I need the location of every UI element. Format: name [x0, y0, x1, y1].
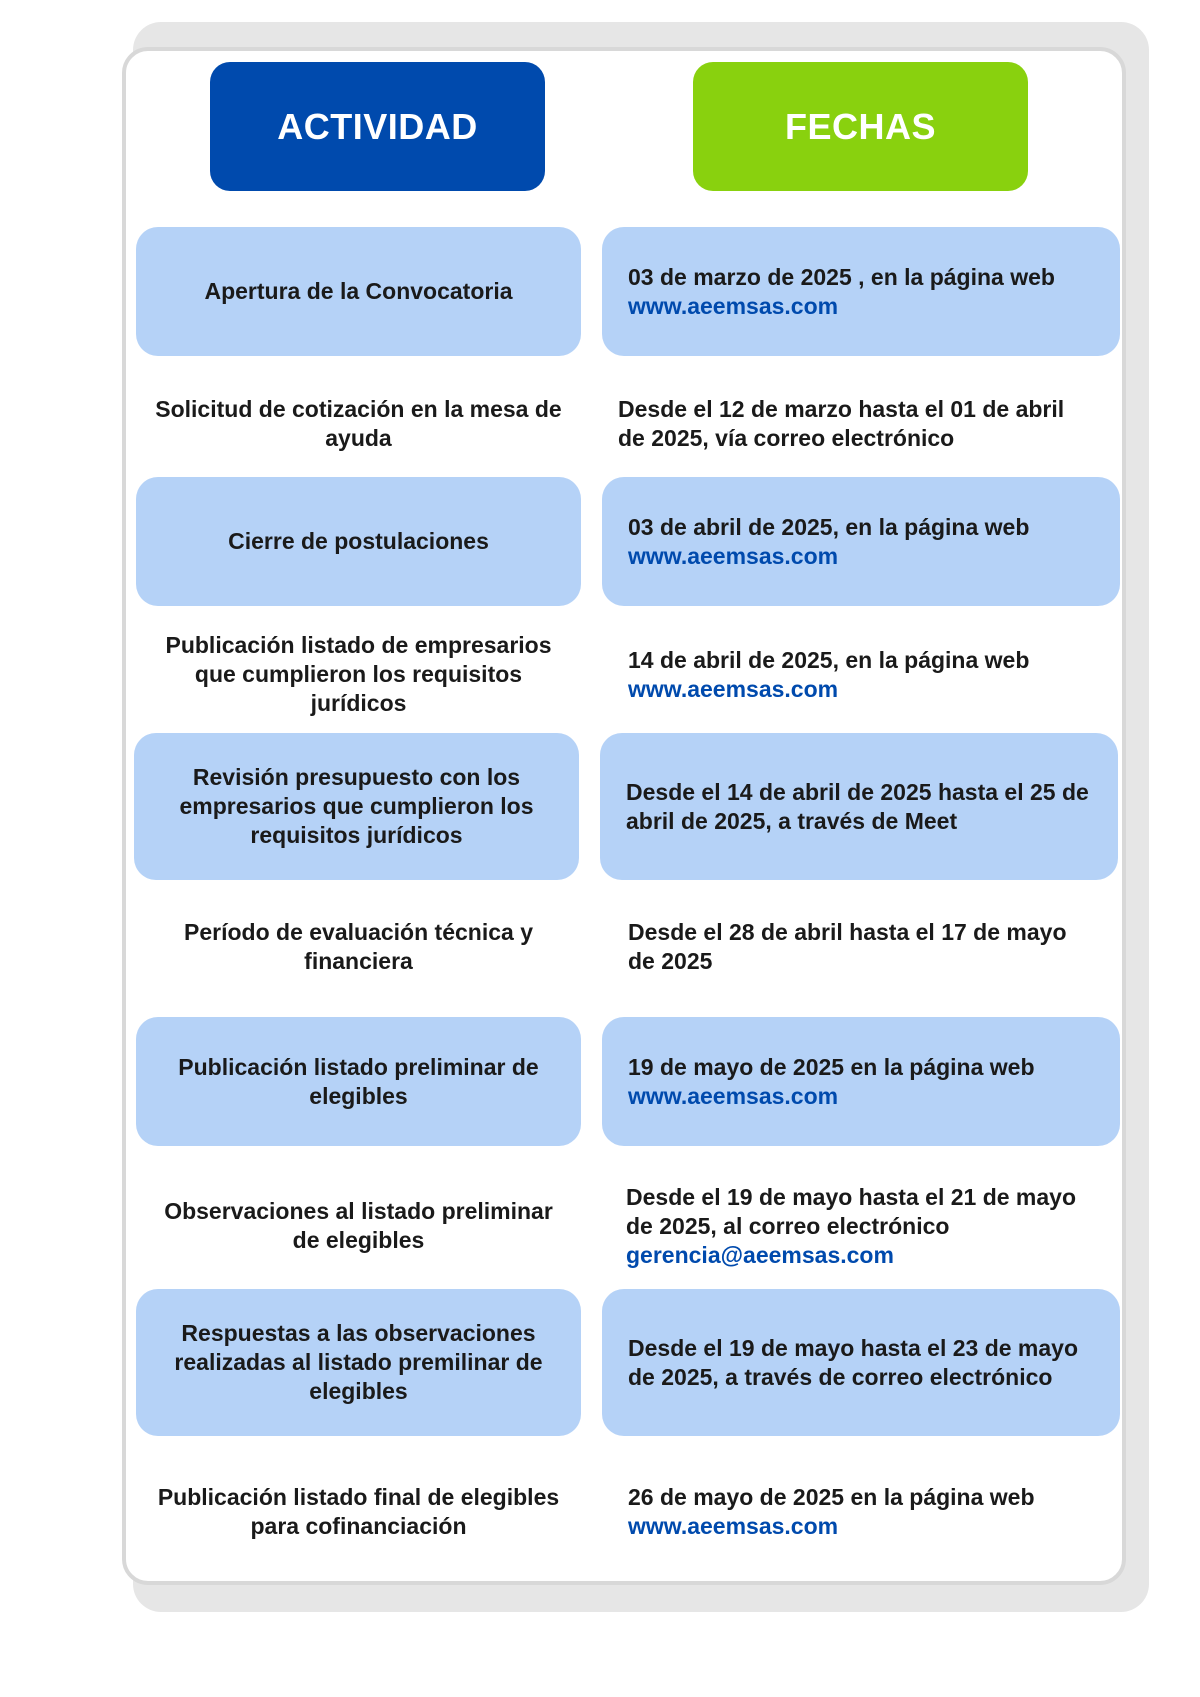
activity-cell — [136, 1172, 581, 1280]
schedule-row — [0, 477, 1200, 606]
activity-cell — [136, 1289, 581, 1436]
website-link[interactable]: www.aeemsas.com — [628, 675, 839, 702]
schedule-row — [0, 1289, 1200, 1436]
dates-column-header — [693, 62, 1028, 191]
activity-cell — [136, 1460, 581, 1564]
schedule-row — [0, 895, 1200, 998]
date-text: 26 de mayo de 2025 en la página web — [628, 1484, 1035, 1510]
activity-text: Publicación listado final de elegibles para cofinanciación — [157, 1484, 560, 1539]
website-link[interactable]: www.aeemsas.com — [628, 542, 839, 569]
activity-text: Revisión presupuesto con los empresarios que cumplieron los requisitos jurídicos — [179, 764, 534, 848]
website-link[interactable]: www.aeemsas.com — [628, 292, 839, 319]
activity-text: Solicitud de cotización en la mesa de ayuda — [155, 396, 562, 451]
activity-cell — [136, 477, 581, 606]
schedule-row — [0, 1017, 1200, 1146]
activity-cell — [136, 227, 581, 356]
date-cell — [602, 227, 1120, 356]
website-link[interactable]: www.aeemsas.com — [628, 1513, 839, 1539]
schedule-row — [0, 1172, 1200, 1280]
date-cell — [602, 477, 1120, 606]
activity-text: Respuestas a las observaciones realizadas al listado premilinar de elegibles — [174, 1320, 543, 1404]
activity-cell — [136, 1017, 581, 1146]
date-text: Desde el 28 de abril hasta el 17 de mayo de 2025 — [628, 918, 1067, 974]
schedule-row — [0, 370, 1200, 478]
date-text: 14 de abril de 2025, en la página web — [628, 646, 1030, 673]
date-cell — [602, 613, 1120, 736]
schedule-row — [0, 227, 1200, 356]
schedule-row — [0, 613, 1200, 736]
date-cell — [602, 1289, 1120, 1436]
activity-cell — [136, 370, 581, 478]
schedule-row — [0, 1460, 1200, 1564]
activity-header-label: ACTIVIDAD — [277, 105, 478, 147]
date-cell — [600, 733, 1118, 880]
date-cell — [602, 370, 1120, 478]
date-text: Desde el 14 de abril de 2025 hasta el 25 de abril de 2025, a través de Meet — [626, 778, 1089, 834]
activity-cell — [134, 733, 579, 880]
date-text: 03 de marzo de 2025 , en la página web — [628, 263, 1055, 290]
activity-text: Observaciones al listado preliminar de elegibles — [164, 1198, 553, 1253]
activity-text: Apertura de la Convocatoria — [204, 278, 513, 304]
email-link[interactable]: gerencia@aeemsas.com — [626, 1241, 894, 1268]
date-text: Desde el 19 de mayo hasta el 21 de mayo de 2025, al correo electrónico — [626, 1183, 1077, 1239]
date-cell — [602, 895, 1120, 998]
activity-text: Período de evaluación técnica y financiera — [184, 918, 533, 974]
date-cell — [602, 1172, 1120, 1280]
schedule-row — [0, 733, 1200, 880]
date-text: 19 de mayo de 2025 en la página web — [628, 1053, 1035, 1080]
date-cell — [602, 1460, 1120, 1564]
activity-cell — [136, 895, 581, 998]
activity-text: Cierre de postulaciones — [228, 528, 489, 554]
date-text: 03 de abril de 2025, en la página web — [628, 513, 1030, 540]
activity-column-header — [210, 62, 545, 191]
dates-header-label: FECHAS — [784, 105, 936, 147]
date-text: Desde el 19 de mayo hasta el 23 de mayo de 2025, a través de correo electrónico — [628, 1334, 1079, 1390]
date-cell — [602, 1017, 1120, 1146]
activity-cell — [136, 613, 581, 736]
activity-text: Publicación listado de empresarios que cumplieron los requisitos jurídicos — [165, 632, 552, 716]
activity-text: Publicación listado preliminar de elegibles — [178, 1053, 539, 1109]
date-text: Desde el 12 de marzo hasta el 01 de abril de 2025, vía correo electrónico — [618, 396, 1065, 451]
website-link[interactable]: www.aeemsas.com — [628, 1082, 839, 1109]
